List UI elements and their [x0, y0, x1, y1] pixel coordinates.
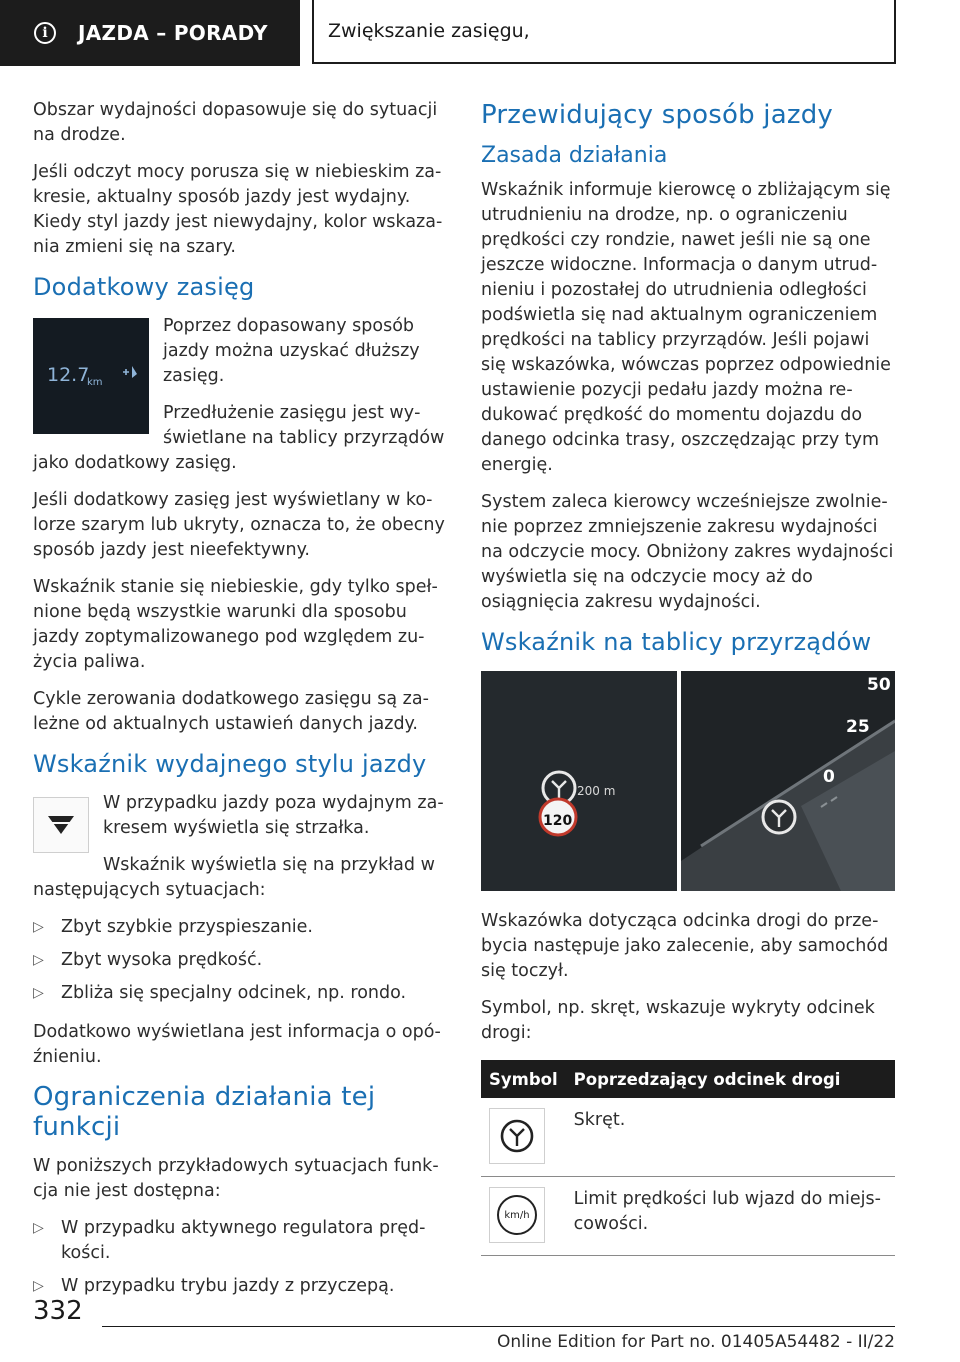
topic-title: Zwiększanie zasięgu,: [328, 20, 530, 42]
list-item: ▷ Zbliża się specjalny odcinek, np. rondo.: [33, 981, 448, 1006]
paragraph: Wskazówka dotycząca odcinka drogi do przebycia następuje jako zalecenie, aby samochód się toczył.: [481, 911, 889, 981]
list-item: ▷ Zbyt szybkie przyspieszanie.: [33, 915, 448, 940]
table-row: [481, 1098, 895, 1177]
paragraph: Jeśli dodatkowy zasięg jest wyświetlany w kolorze szarym lub ukryty, oznacza to, że obecny sposób jazdy jest nieefektywny.: [33, 490, 445, 560]
paragraph: Symbol, np. skręt, wskazuje wykryty odcinek drogi:: [481, 998, 875, 1043]
instrument-cluster-image: [481, 671, 895, 891]
section-title: JAZDA – PORADY: [78, 21, 268, 45]
situations-list: [33, 915, 448, 1006]
speed-limit-value: 120: [543, 813, 573, 829]
paragraph: W poniższych przykładowych sytuacjach funkcja nie jest dostępna:: [33, 1156, 439, 1201]
heading-principle: Zasada działania: [481, 143, 668, 168]
edition-text: Online Edition for Part no. 01405A54482 - II/22: [496, 1332, 895, 1352]
list-item: ▷ Zbyt wysoka prędkość.: [33, 948, 448, 973]
instrument-left-panel: [481, 671, 677, 891]
paragraph: Przedłużenie zasięgu jest wyświetlane na tablicy przyrządów jako dodatkowy zasięg.: [33, 403, 445, 473]
power-meter-panel: [681, 671, 895, 891]
table-cell-symbol: [481, 1098, 566, 1177]
extra-range-display-image: [33, 318, 149, 434]
table-header-symbol: Symbol: [481, 1060, 566, 1098]
triangle-bullet-icon: ▷: [33, 985, 44, 1001]
paragraph: Cykle zerowania dodatkowego zasięgu są zależne od aktualnych ustawień danych jazdy.: [33, 689, 429, 734]
heading-instrument-display: Wskaźnik na tablicy przyrządów: [481, 628, 872, 656]
footer-divider: [102, 1326, 895, 1327]
turn-symbol-icon: [489, 1108, 545, 1164]
triangle-bullet-icon: ▷: [33, 1220, 44, 1236]
paragraph: Wskaźnik informuje kierowcę o zbliżającym się utrudnieniu na drodze, np. o ograniczeniu prędkości czy rondzie, nawet jeśli nie są one jeszcze widoczne. Informacja o danym utrudnieniu i pozostałej do utrudnienia odległości podświetla się nad aktualnym ograniczeniem prędkości na tablicy przyrządów. Jeśli pojawi się wskazówka, wówczas poprzez odpowiednie ustawienie pozycji pedału jazdy można redukować prędkość do momentu dojazdu do danego odcinka trasy, oszczędzając przy tym energię.: [481, 180, 891, 475]
triangle-bullet-icon: ▷: [33, 1278, 44, 1294]
table-row: [481, 1177, 895, 1256]
range-value: 12.7: [47, 364, 90, 386]
page-number: 332: [33, 1296, 83, 1326]
triangle-bullet-icon: ▷: [33, 952, 44, 968]
list-item: ▷ W przypadku trybu jazdy z przyczepą.: [33, 1274, 448, 1299]
eco-range-icon: [121, 364, 139, 389]
hint-distance: 200 m: [577, 784, 616, 798]
speed-limit-symbol-icon: km/h: [489, 1187, 545, 1243]
paragraph: System zaleca kierowcy wcześniejsze zwolnienie poprzez zmniejszenie zakresu wydajności na odczycie mocy. Obniżony zakres wydajności wyświetla się na odczycie mocy aż do osiągnięcia zakresu wydajności.: [481, 492, 894, 612]
scale-50-label: 50: [867, 675, 891, 695]
limits-list: [33, 1216, 448, 1299]
heading-predictive-driving: Przewidujący sposób jazdy: [481, 100, 834, 130]
heading-efficiency-indicator: Wskaźnik wydajnego stylu jazdy: [33, 750, 427, 778]
table-header-description: Poprzedzający odcinek drogi: [566, 1060, 895, 1098]
table-cell-description: Skręt.: [566, 1098, 895, 1177]
scale-0-label: 0: [823, 767, 835, 787]
left-column: [33, 98, 448, 1313]
table-header-row: [481, 1060, 895, 1098]
paragraph: Poprzez dopasowany sposób jazdy można uzyskać dłuższy zasięg.: [163, 316, 420, 386]
list-item: ▷ W przypadku aktywnego regulatora prędkości.: [33, 1218, 426, 1263]
right-column: [481, 98, 895, 1256]
paragraph: Obszar wydajności dopasowuje się do sytuacji na drodze.: [33, 100, 438, 145]
scale-25-label: 25: [846, 717, 870, 737]
table-cell-description: Limit prędkości lub wjazd do miejscowości.: [566, 1177, 895, 1256]
section-header: [0, 0, 300, 66]
paragraph: Wskaźnik stanie się niebieskie, gdy tylko spełnione będą wszystkie warunki dla sposobu jazdy zoptymalizowanego pod względem zużycia paliwa.: [33, 577, 438, 672]
info-icon: i: [34, 22, 56, 44]
paragraph: Wskaźnik wyświetla się na przykład w następujących sytuacjach:: [33, 855, 435, 900]
down-arrow-icon: [33, 797, 89, 853]
triangle-bullet-icon: ▷: [33, 919, 44, 935]
range-unit: km: [87, 377, 103, 388]
paragraph: Jeśli odczyt mocy porusza się w niebieskim zakresie, aktualny sposób jazdy jest wydajny. Kiedy styl jazdy jest niewydajny, kolor wskazania zmieni się na szary.: [33, 162, 443, 257]
paragraph: W przypadku jazdy poza wydajnym zakresem wyświetla się strzałka.: [103, 793, 444, 838]
symbol-table: [481, 1060, 895, 1256]
heading-extra-range: Dodatkowy zasięg: [33, 273, 255, 301]
heading-limits: Ograniczenia działania tej funkcji: [33, 1082, 376, 1142]
topic-header: [312, 0, 896, 64]
paragraph: Dodatkowo wyświetlana jest informacja o opóźnieniu.: [33, 1022, 441, 1067]
table-cell-symbol: [481, 1177, 566, 1256]
